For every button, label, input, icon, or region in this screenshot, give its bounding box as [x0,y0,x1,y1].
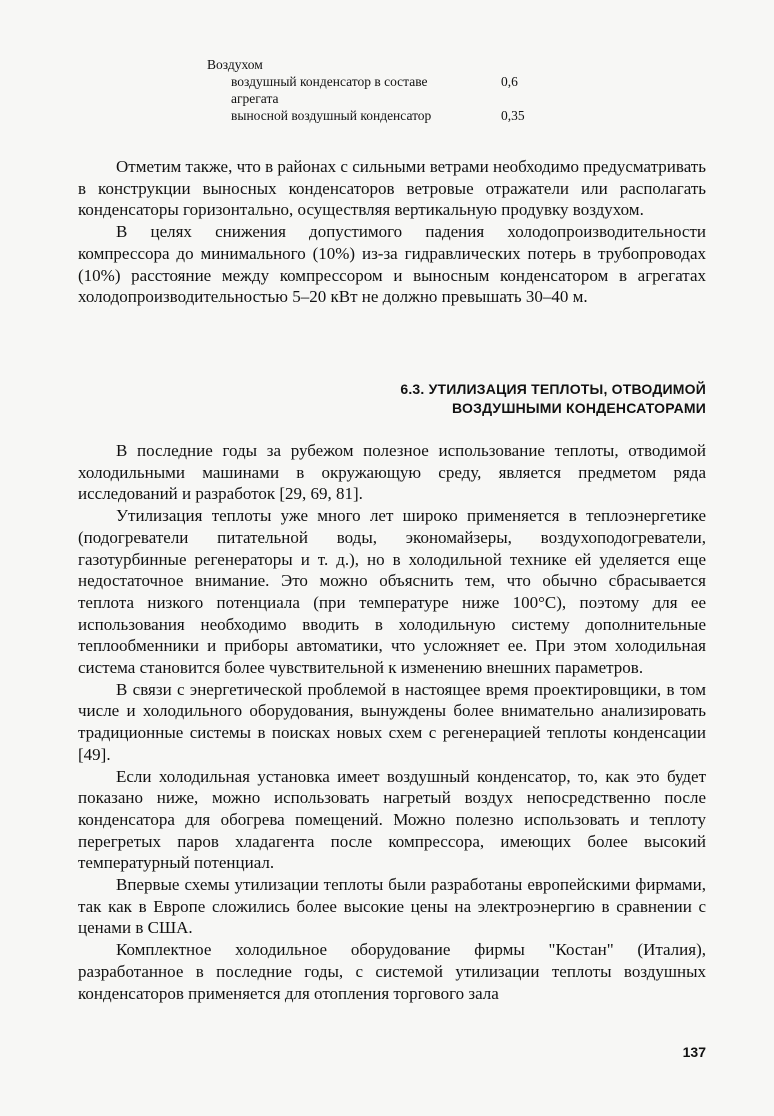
table-row [231,73,567,107]
paragraph: В последние годы за рубежом полезное использование теплоты, отводимой холодильными машинами в окружающую среду, является предметом ряда исследований и разработок [29, 69, 81]. [78,441,706,504]
body-text-bottom [78,440,706,1004]
table-row-value: 0,35 [501,108,525,123]
body-text-top [78,156,706,308]
section-heading [256,380,706,418]
table-row [231,107,567,124]
paragraph: Впервые схемы утилизации теплоты были разработаны европейскими фирмами, так как в Европе сложились более высокие цены на электроэнергию в сравнении с ценами в США. [78,875,706,938]
paragraph: Если холодильная установка имеет воздушный конденсатор, то, как это будет показано ниже, можно использовать нагретый воздух непосредственно после конденсатора для обогрева помещений. Можно полезно использовать и теплоту перегретых паров хладагента после компрессора, имеющих более высокий температурный потенциал. [78,766,706,873]
paragraph: Отметим также, что в районах с сильными ветрами необходимо предусматривать в конструкции выносных конденсаторов ветровые отражатели или располагать конденсаторы горизонтально, осуществляя вертикальную продувку воздухом. [78,157,706,220]
table-group-title: Воздухом [207,57,263,72]
paragraph: В целях снижения допустимого падения холодопроизводительности компрессора до минимального (10%) из-за гидравлических потерь в трубопроводах (10%) расстояние между компрессором и выносным конденсатором в агрегатах холодопроизводительностью 5–20 кВт не должно превышать 30–40 м. [78,222,706,307]
page-number: 137 [682,1044,706,1060]
paragraph: В связи с энергетической проблемой в настоящее время проектировщики, в том числе и холодильного оборудования, вынуждены более внимательно анализировать традиционные системы в поисках новых схем с регенерацией теплоты конденсации [49]. [78,679,706,764]
coefficient-table [207,56,567,124]
section-heading-line: ВОЗДУШНЫМИ КОНДЕНСАТОРАМИ [452,400,706,416]
table-row-label: воздушный конденсатор в составе агрегата [231,74,428,106]
section-heading-line: 6.3. УТИЛИЗАЦИЯ ТЕПЛОТЫ, ОТВОДИМОЙ [400,381,706,397]
table-row-label: выносной воздушный конденсатор [231,108,432,123]
paragraph: Комплектное холодильное оборудование фирмы "Костан" (Италия), разработанное в последние годы, с системой утилизации теплоты воздушных конденсаторов применяется для отопления торгового зала [78,940,706,1003]
table-row-value: 0,6 [501,74,518,89]
paragraph: Утилизация теплоты уже много лет широко применяется в теплоэнергетике (подогреватели питательной воды, экономайзеры, воздухоподогреватели, газотурбинные регенераторы и т. д.), но в холодильной технике ей уделяется еще недостаточное внимание. Это можно объяснить тем, что обычно сбрасывается теплота низкого потенциала (при температуре ниже 100°С), поэтому для ее использования необходимо вводить в холодильную систему дополнительные теплообменники и приборы автоматики, что усложняет ее. При этом холодильная система становится более чувствительной к изменению внешних параметров. [78,506,706,678]
